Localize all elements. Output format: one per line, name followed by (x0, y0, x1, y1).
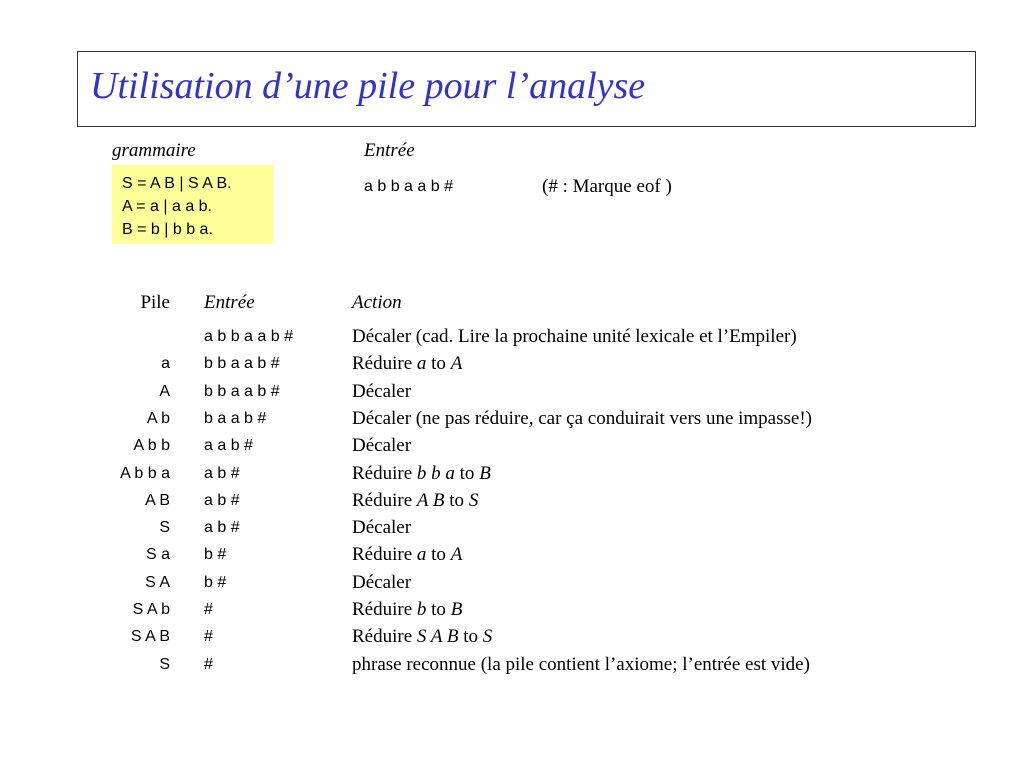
cell-action (352, 651, 810, 678)
action-segment: S (482, 626, 493, 648)
cell-action (352, 323, 797, 350)
cell-pile: S a (145, 546, 170, 564)
cell-entree: b # (204, 573, 227, 591)
action-segment: a (416, 353, 427, 375)
action-segment: to (444, 489, 469, 511)
cell-pile: S A b (132, 601, 170, 618)
cell-action (352, 350, 462, 377)
action-segment: Décaler (352, 380, 412, 402)
action-segment: b b a (416, 462, 455, 484)
action-segment: Réduire (352, 353, 417, 375)
table-row (0, 405, 1024, 432)
cell-pile: A b b (133, 437, 170, 455)
action-segment: B (479, 462, 491, 484)
grammar-rule-a: A = a | a a b. (122, 198, 212, 215)
eof-note: (# : Marque eof ) (542, 176, 672, 197)
cell-action (352, 514, 411, 541)
cell-pile: A B (145, 491, 170, 509)
cell-entree: b a a b # (204, 409, 267, 427)
cell-pile: A (159, 382, 170, 400)
action-segment: to (426, 544, 451, 566)
cell-action (352, 569, 411, 596)
action-segment: to (426, 353, 451, 375)
cell-entree: b b a a b # (204, 382, 280, 400)
table-row (0, 569, 1024, 596)
cell-entree: a b # (204, 491, 240, 509)
cell-entree: a b b a a b # (204, 328, 293, 345)
action-segment: to (426, 599, 451, 620)
cell-action (352, 432, 411, 459)
action-segment: Réduire (352, 462, 417, 484)
cell-action (352, 623, 492, 650)
action-segment: A B (416, 489, 445, 511)
table-row (0, 323, 1024, 350)
header-pile: Pile (140, 292, 170, 313)
action-segment: Décaler (352, 517, 412, 539)
cell-pile: a (161, 355, 170, 373)
cell-action (352, 460, 491, 487)
cell-entree: b # (204, 546, 227, 564)
table-row (0, 378, 1024, 405)
grammar-rule-s: S = A B | S A B. (122, 175, 232, 192)
cell-entree: # (204, 655, 213, 673)
table-row (0, 487, 1024, 514)
action-segment: B (450, 599, 463, 620)
action-segment: S (468, 489, 479, 511)
cell-pile: A b b a (120, 464, 170, 482)
table-row (0, 651, 1024, 678)
cell-entree: # (204, 601, 213, 618)
action-segment: to (458, 626, 483, 648)
cell-pile: A b (146, 409, 170, 427)
cell-pile: S (159, 519, 170, 537)
action-segment: Décaler (cad. Lire la prochaine unité lexicale et l’Empiler) (352, 326, 797, 347)
header-action: Action (352, 292, 402, 313)
action-segment: to (454, 462, 480, 484)
table-row (0, 432, 1024, 459)
table-row (0, 514, 1024, 541)
action-segment: Réduire (352, 489, 417, 511)
cell-pile: S A B (130, 628, 170, 646)
action-segment: Décaler (352, 571, 412, 593)
action-segment: Décaler (352, 435, 412, 457)
cell-entree: a a b # (204, 437, 253, 455)
cell-entree: # (204, 628, 213, 646)
cell-action (352, 405, 812, 432)
action-segment: b (416, 599, 427, 620)
cell-pile: S A (145, 573, 170, 591)
cell-action (352, 487, 478, 514)
cell-action (352, 378, 411, 405)
cell-entree: a b # (204, 519, 240, 537)
cell-action (352, 541, 462, 568)
action-segment: A (450, 353, 463, 375)
cell-pile: S (159, 655, 170, 673)
grammar-box (112, 165, 273, 244)
action-segment: Réduire (352, 599, 417, 620)
cell-action (352, 596, 462, 623)
title-box (77, 51, 976, 127)
action-segment: a (416, 544, 427, 566)
action-segment: A (450, 544, 463, 566)
grammar-label: grammaire (112, 140, 196, 161)
input-string: a b b a a b # (364, 178, 453, 195)
table-row (0, 623, 1024, 650)
table-row (0, 350, 1024, 377)
cell-entree: a b # (204, 464, 240, 482)
grammar-rule-b: B = b | b b a. (122, 221, 213, 238)
input-label: Entrée (364, 140, 415, 161)
action-segment: Réduire (352, 626, 417, 648)
table-row (0, 541, 1024, 568)
cell-entree: b b a a b # (204, 355, 280, 373)
table-row (0, 596, 1024, 623)
header-entree: Entrée (204, 292, 255, 313)
action-segment: Réduire (352, 544, 417, 566)
action-segment: phrase reconnue (la pile contient l’axiome; l’entrée est vide) (352, 653, 810, 675)
action-segment: Décaler (ne pas réduire, car ça conduirait vers une impasse!) (352, 407, 812, 429)
table-row (0, 460, 1024, 487)
action-segment: S A B (416, 626, 459, 648)
slide-title: Utilisation d’une pile pour l’analyse (90, 65, 646, 107)
